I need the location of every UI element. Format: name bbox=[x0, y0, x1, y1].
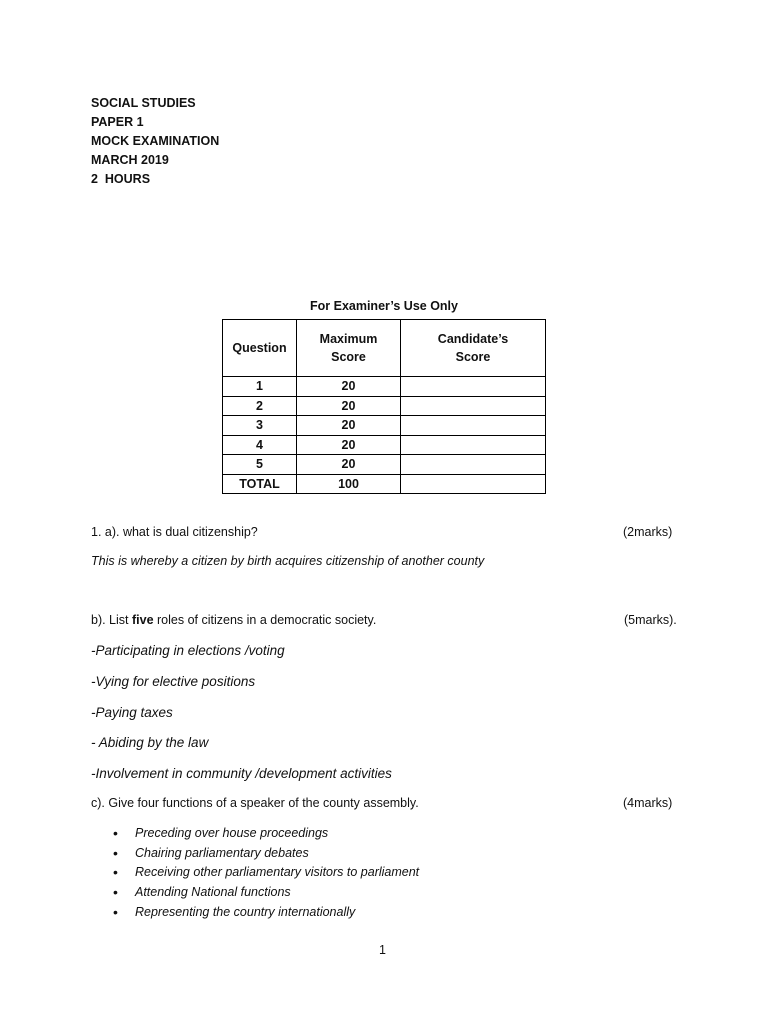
page-number: 1 bbox=[379, 943, 386, 957]
header-candidate-score-label: Candidate’s Score bbox=[437, 332, 509, 364]
list-item: • Receiving other parliamentary visitors to parliament bbox=[113, 863, 419, 883]
max-score-cell: 20 bbox=[297, 455, 401, 475]
score-table-header-row bbox=[223, 320, 546, 377]
question-cell: 5 bbox=[223, 455, 297, 475]
question-1c: c). Give four functions of a speaker of the county assembly. bbox=[91, 796, 419, 810]
table-row bbox=[223, 455, 546, 475]
max-score-cell: 20 bbox=[297, 416, 401, 436]
total-label-cell: TOTAL bbox=[223, 474, 297, 494]
candidate-score-cell[interactable] bbox=[401, 435, 546, 455]
candidate-score-cell[interactable] bbox=[401, 396, 546, 416]
question-cell: 3 bbox=[223, 416, 297, 436]
score-table-caption: For Examiner’s Use Only bbox=[310, 299, 458, 313]
table-row bbox=[223, 435, 546, 455]
answer-1a: This is whereby a citizen by birth acquires citizenship of another county bbox=[91, 554, 485, 568]
answer-1b-item: -Paying taxes bbox=[91, 705, 173, 720]
question-cell: 4 bbox=[223, 435, 297, 455]
total-max-cell: 100 bbox=[297, 474, 401, 494]
header-maximum-score-label: Maximum Score bbox=[319, 332, 378, 364]
question-1a: 1. a). what is dual citizenship? bbox=[91, 525, 258, 539]
list-item: • Attending National functions bbox=[113, 883, 419, 903]
paper-number: PAPER 1 bbox=[91, 115, 144, 129]
answer-1b-item: -Involvement in community /development activities bbox=[91, 766, 392, 781]
max-score-cell: 20 bbox=[297, 396, 401, 416]
table-row bbox=[223, 396, 546, 416]
exam-type: MOCK EXAMINATION bbox=[91, 134, 220, 148]
question-1a-marks: (2marks) bbox=[623, 525, 673, 539]
answer-1b-item: - Abiding by the law bbox=[91, 735, 209, 750]
question-1b-marks: (5marks). bbox=[624, 613, 677, 627]
score-table bbox=[222, 319, 546, 494]
question-cell: 1 bbox=[223, 377, 297, 397]
list-item: • Representing the country internationally bbox=[113, 903, 419, 923]
question-1b-emphasis: five bbox=[132, 613, 154, 627]
header-maximum-score bbox=[297, 320, 401, 377]
question-1b bbox=[91, 613, 376, 627]
exam-duration: 2 HOURS bbox=[91, 172, 151, 186]
table-row bbox=[223, 416, 546, 436]
exam-date: MARCH 2019 bbox=[91, 153, 169, 167]
total-candidate-cell[interactable] bbox=[401, 474, 546, 494]
max-score-cell: 20 bbox=[297, 435, 401, 455]
max-score-cell: 20 bbox=[297, 377, 401, 397]
candidate-score-cell[interactable] bbox=[401, 455, 546, 475]
question-cell: 2 bbox=[223, 396, 297, 416]
candidate-score-cell[interactable] bbox=[401, 416, 546, 436]
question-1b-suffix: roles of citizens in a democratic society. bbox=[153, 613, 377, 627]
candidate-score-cell[interactable] bbox=[401, 377, 546, 397]
answer-1b-item: -Vying for elective positions bbox=[91, 674, 256, 689]
answer-1c-list bbox=[113, 824, 419, 922]
subject-title: SOCIAL STUDIES bbox=[91, 96, 196, 110]
table-row bbox=[223, 377, 546, 397]
question-1c-marks: (4marks) bbox=[623, 796, 673, 810]
exam-header bbox=[91, 94, 219, 189]
answer-1b-item: -Participating in elections /voting bbox=[91, 643, 285, 658]
header-question: Question bbox=[223, 320, 297, 377]
question-1b-prefix: b). List bbox=[91, 613, 132, 627]
list-item: • Chairing parliamentary debates bbox=[113, 844, 419, 864]
list-item: • Preceding over house proceedings bbox=[113, 824, 419, 844]
header-candidate-score bbox=[401, 320, 546, 377]
table-row-total bbox=[223, 474, 546, 494]
